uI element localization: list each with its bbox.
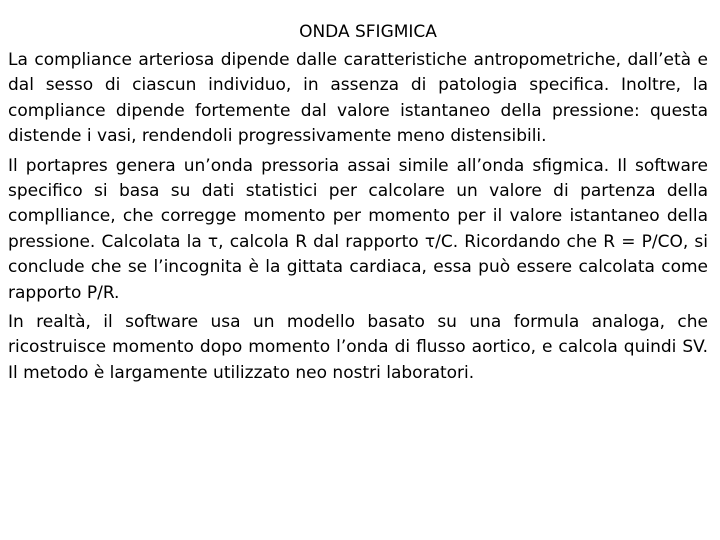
slide-title: ONDA SFIGMICA bbox=[299, 22, 437, 42]
paragraph-software-model: In realtà, il software usa un modello basato su una formula analoga, che ricostruisce momento dopo momento l’onda di flusso aortico, e calcola quindi SV. Il metodo è largamente utilizzato neo nostri laboratori. bbox=[8, 312, 708, 383]
paragraph-compliance: La compliance arteriosa dipende dalle caratteristiche antropometriche, dall’età e dal sesso di ciascun individuo, in assenza di patologia specifica. Inoltre, la compliance dipende fortemente dal valore istantaneo della pressione: questa distende i vasi, rendendoli progressivamente meno distensibili. bbox=[8, 50, 708, 147]
paragraph-portapres: Il portapres genera un’onda pressoria assai simile all’onda sfigmica. Il software specifico si basa su dati statistici per calcolare un valore di partenza della complliance, che corregge momento per momento per il valore istantaneo della pressione. Calcolata la τ, calcola R dal rapporto τ/C. Ricordando che R = P/CO, si conclude che se l’incognita è la gittata cardiaca, essa può essere calcolata come rapporto P/R. bbox=[8, 155, 708, 303]
slide-content bbox=[8, 20, 708, 390]
